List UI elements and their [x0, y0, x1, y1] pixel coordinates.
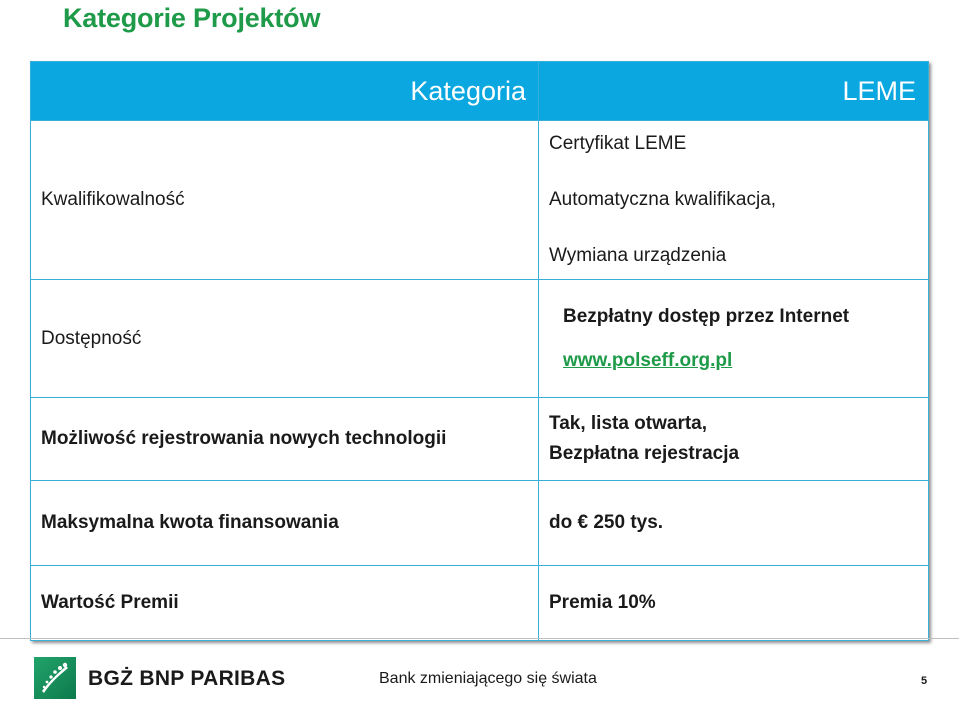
row-label: Maksymalna kwota finansowania — [31, 481, 539, 566]
row-label: Wartość Premii — [31, 566, 539, 641]
row-value — [539, 398, 929, 481]
website-link[interactable]: www.polseff.org.pl — [563, 349, 733, 371]
tagline: Bank zmieniającego się świata — [379, 670, 597, 687]
row-value — [539, 121, 929, 280]
value-line: Tak, lista otwarta, — [549, 413, 708, 434]
table-header-row — [31, 62, 929, 121]
row-label: Kwalifikowalność — [31, 121, 539, 280]
row-kwalifikowalnosc — [31, 121, 929, 280]
row-label: Możliwość rejestrowania nowych technologii — [31, 398, 539, 481]
bank-logo-icon — [34, 657, 76, 699]
category-table — [30, 61, 929, 641]
row-value: Premia 10% — [539, 566, 929, 641]
brand-name: BGŻ BNP PARIBAS — [88, 667, 286, 690]
row-wartosc — [31, 566, 929, 641]
value-line: Bezpłatny dostęp przez Internet — [563, 305, 850, 327]
row-value: do € 250 tys. — [539, 481, 929, 566]
row-mozliwosc — [31, 398, 929, 481]
row-label: Dostępność — [31, 280, 539, 398]
row-maks — [31, 481, 929, 566]
page-number: 5 — [921, 675, 928, 687]
value-line: Automatyczna kwalifikacja, — [549, 189, 777, 210]
header-leme: LEME — [539, 62, 929, 121]
page-title: Kategorie Projektów — [63, 3, 321, 33]
row-value — [539, 280, 929, 398]
footer-divider — [0, 638, 959, 639]
value-line: Wymiana urządzenia — [549, 245, 727, 266]
value-line: Certyfikat LEME — [549, 133, 687, 154]
row-dostepnosc — [31, 280, 929, 398]
header-category: Kategoria — [31, 62, 539, 121]
value-line: Bezpłatna rejestracja — [549, 443, 740, 464]
